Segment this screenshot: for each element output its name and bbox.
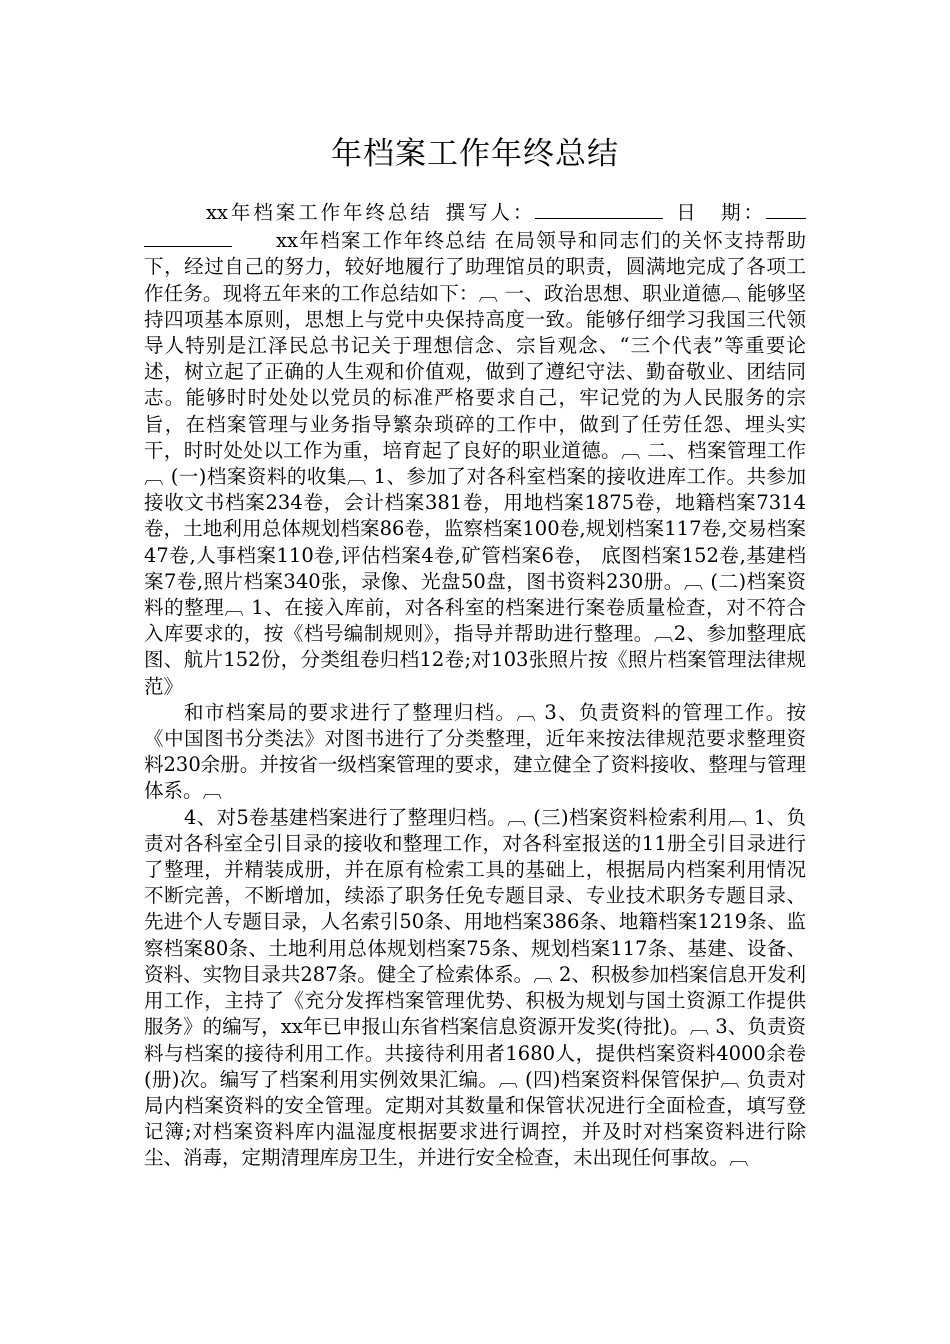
paragraph-2: 和市档案局的要求进行了整理归档。︹ 3、负责资料的管理工作。按《中国图书分类法》对图书进行了分类整理，近年来按法律规范要求整理资料230余册。并按省一级档案管理的要求，建立健全了资料接收、整理与管理体系。︹ bbox=[144, 700, 806, 803]
author-blank bbox=[535, 198, 663, 219]
document-body bbox=[144, 198, 806, 1172]
header-doc-label: xx年档案工作年终总结 bbox=[206, 201, 433, 224]
date-blank bbox=[766, 198, 806, 219]
header-line bbox=[144, 198, 806, 700]
paragraph-3: 4、对5卷基建档案进行了整理归档。︹ (三)档案资料检索利用︹ 1、负责对各科室全引目录的接收和整理工作，对各科室报送的11册全引目录进行了整理，并精装成册，并在原有检索工具的基础上，根据局内档案利用情况不断完善，不断增加，续添了职务任免专题目录、专业技术职务专题目录、先进个人专题目录，人名索引50条、用地档案386条、地籍档案1219条、监察档案80条、土地利用总体规划档案75条、规划档案117条、基建、设备、资料、实物目录共287条。健全了检索体系。︹ 2、积极参加档案信息开发利用工作，主持了《充分发挥档案管理优势、积极为规划与国土资源工作提供服务》的编写，xx年已申报山东省档案信息资源开发奖(待批)。︹ 3、负责资料与档案的接待利用工作。共接待利用者1680人，提供档案资料4000余卷(册)次。编写了档案利用实例效果汇编。︹ (四)档案资料保管保护︹ 负责对局内档案资料的安全管理。定期对其数量和保管状况进行全面检查，填写登记簿;对档案资料库内温湿度根据要求进行调控，并及时对档案资料进行除尘、消毒，定期清理库房卫生，并进行安全检查，未出现任何事故。︹ bbox=[144, 805, 806, 1170]
author-label: 撰写人： bbox=[442, 201, 536, 224]
paragraph-1: xx年档案工作年终总结 在局领导和同志们的关怀支持帮助下，经过自己的努力，较好地履行了助理馆员的职责，圆满地完成了各项工作任务。现将五年来的工作总结如下：︹ 一、政治思想、职业道德︹ 能够坚持四项基本原则，思想上与党中央保持高度一致。能够仔细学习我国三代领导人特别是江泽民总书记关于理想信念、宗旨观念、“三个代表”等重要论述，树立起了正确的人生观和价值观，做到了遵纪守法、勤奋敬业、团结同志。能够时时处处以党员的标准严格要求自己，牢记党的为人民服务的宗旨，在档案管理与业务指导繁杂琐碎的工作中，做到了任劳任怨、埋头实干，时时处处以工作为重，培育起了良好的职业道德。︹ 二、档案管理工作︹ (一)档案资料的收集︹ 1、参加了对各科室档案的接收进库工作。共参加接收文书档案234卷，会计档案381卷，用地档案1875卷，地籍档案7314卷，土地利用总体规划档案86卷，监察档案100卷,规划档案117卷,交易档案47卷,人事档案110卷,评估档案4卷,矿管档案6卷， 底图档案152卷,基建档案7卷,照片档案340张，录像、光盘50盘，图书资料230册。︹ (二)档案资料的整理︹ 1、在接入库前，对各科室的档案进行案卷质量检查，对不符合入库要求的，按《档号编制规则》，指导并帮助进行整理。︹2、参加整理底图、航片152份，分类组卷归档12卷;对103张照片按《照片档案管理法律规范》 bbox=[144, 229, 806, 698]
document-title: 年档案工作年终总结 bbox=[331, 136, 619, 172]
date-blank-continued bbox=[144, 226, 232, 247]
date-label: 日 期： bbox=[673, 201, 766, 224]
